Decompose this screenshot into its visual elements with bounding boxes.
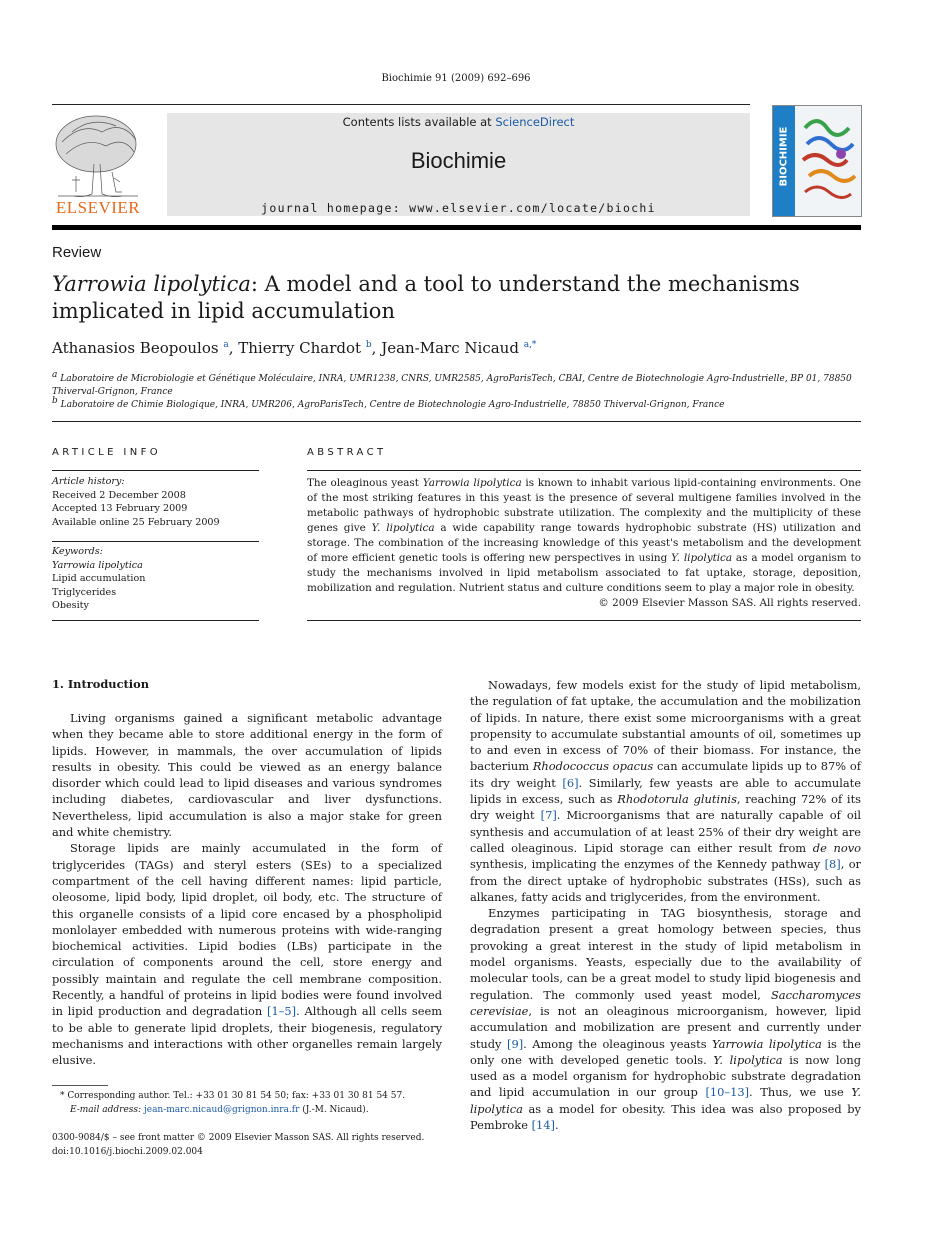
article-type: Review <box>52 244 102 261</box>
keywords-label: Keywords: <box>52 546 103 557</box>
species-name: Yarrowia lipolytica <box>712 1036 822 1051</box>
affiliation-marker: b <box>52 396 58 406</box>
author-name: Thierry Chardot <box>238 339 362 357</box>
section-heading-introduction: 1. Introduction <box>52 677 149 691</box>
reference-link[interactable]: [1–5] <box>267 1004 297 1019</box>
paragraph-segment: can accumulate lipids up to 87% of its dry weight <box>470 759 861 790</box>
abstract-copyright: © 2009 Elsevier Masson SAS. All rights reserved. <box>598 597 861 609</box>
corresponding-author-note <box>52 1089 460 1117</box>
issn-line: 0300-9084/$ – see front matter © 2009 Elsevier Masson SAS. All rights reserved. <box>52 1133 425 1143</box>
article-info-bottom-rule <box>52 620 259 621</box>
italic-term: de novo <box>812 840 861 855</box>
paragraph-segment: . Microorganisms that are naturally capable of oil synthesis and accumulation of at least 25% of their dry weight are called oleaginous. Lipid storage can either result from <box>470 808 861 855</box>
author-name: Athanasios Beopoulos <box>52 339 219 357</box>
abstract-segment: as a model organism to study the mechanisms involved in lipid metabolism associated to fat uptake, storage, deposition, mobilization and regulation. Nutrient status and culture conditions seem to play a major role in obesity. <box>307 552 862 594</box>
history-item: Accepted 13 February 2009 <box>52 503 188 514</box>
history-item: Received 2 December 2008 <box>52 489 186 501</box>
body-right-column <box>470 677 861 1133</box>
header-thick-rule <box>52 225 861 230</box>
author-affil-marker[interactable]: a <box>223 340 229 350</box>
corresponding-text: * Corresponding author. Tel.: +33 01 30 81 54 50; fax: +33 01 30 81 54 57. <box>60 1091 406 1101</box>
keywords <box>52 545 145 613</box>
email-suffix: (J.-M. Nicaud). <box>299 1105 369 1115</box>
species-name: Rhodotorula glutinis <box>617 792 737 807</box>
keyword-item: Obesity <box>52 600 89 611</box>
journal-homepage[interactable]: journal homepage: www.elsevier.com/locate/biochi <box>261 201 656 215</box>
author-affil-marker[interactable]: b <box>365 340 372 350</box>
title-part1: : A model and a tool to understand the mechanisms <box>250 272 800 296</box>
paragraph-segment: Enzymes participating in TAG biosynthesis, storage and degradation present a great homology between species, thus provoking a great interest in the study of lipid metabolism in model organisms. Yeasts, especially due to the availability of molecular tools, can be a great model to study lipid biogenesis and regulation. The commonly used yeast model, <box>470 906 861 1002</box>
paragraph-segment: . Although all cells seem to be able to generate lipid droplets, their biogenesis, regulatory mechanisms and interactions with other organelles remain largely elusive. <box>52 1004 442 1068</box>
title-rule <box>52 421 861 422</box>
cover-label: BIOCHIMIE <box>778 126 790 187</box>
body-left-column <box>52 710 442 1069</box>
email-link[interactable]: jean-marc.nicaud@grignon.inra.fr <box>143 1105 300 1115</box>
paragraph-segment: . Among the oleaginous yeasts <box>523 1036 713 1051</box>
keyword-item: Yarrowia lipolytica <box>52 559 143 571</box>
paragraph <box>52 840 442 1068</box>
author-name: Jean-Marc Nicaud <box>381 339 519 357</box>
journal-name: Biochimie <box>410 148 507 173</box>
paragraph-segment: is the only one with developed genetic tools. <box>470 1036 861 1067</box>
affiliation-text: Laboratoire de Microbiologie et Génétique Moléculaire, INRA, UMR1238, CNRS, UMR2585, AgroParisTech, CBAI, Centre de Biotechnologie Agro-Industrielle, BP 01, 78850 Thiverval-Grignon, France <box>52 374 852 397</box>
paragraph-segment: . Thus, we use <box>749 1085 852 1100</box>
paragraph-segment: . <box>554 1118 559 1133</box>
affiliation-text: Laboratoire de Chimie Biologique, INRA, UMR206, AgroParisTech, Centre de Biotechnologie Agro-Industrielle, 78850 Thiverval-Grignon, France <box>60 400 725 410</box>
species-name: Y. lipolytica <box>713 1052 783 1067</box>
affiliation <box>52 395 862 412</box>
paragraph-segment: , is not an oleaginous microorganism, however, lipid accumulation and mobilization are present and currently under study <box>470 1003 861 1051</box>
front-matter-footer <box>52 1132 424 1159</box>
paragraph <box>470 677 861 905</box>
header-rule <box>52 104 750 105</box>
protein-structure-image <box>797 114 859 212</box>
reference-link[interactable]: [8] <box>824 857 841 872</box>
species-name: Y. lipolytica <box>470 1085 861 1116</box>
abstract-italic: Y. lipolytica <box>371 522 435 534</box>
reference-link[interactable]: [9] <box>507 1036 524 1051</box>
title-part2: implicated in lipid accumulation <box>52 299 395 323</box>
affiliation-marker: a <box>52 370 58 380</box>
abstract-segment: is known to inhabit various lipid-containing environments. One of the most striking features in this yeast is the presence of several multigene families involved in the metabolic pathways of hydrophobic substrate utilization. The complexity and the multiplicity of these genes give <box>307 477 861 534</box>
title-organism: Yarrowia lipolytica <box>52 272 251 296</box>
abstract-bottom-rule <box>307 620 861 621</box>
history-label: Article history: <box>52 476 125 487</box>
abstract-segment: a wide capability range towards hydrophobic substrate (HS) utilization and storage. The combination of the increasing knowledge of this yeast's metabolism and the development of more efficient genetic tools is offering new perspectives in using <box>307 522 862 564</box>
keyword-item: Lipid accumulation <box>52 573 146 584</box>
abstract-italic: Y. lipolytica <box>671 552 733 564</box>
reference-link[interactable]: [10–13] <box>705 1085 750 1100</box>
email-label: E-mail address: <box>70 1105 144 1115</box>
paragraph-segment: Nowadays, few models exist for the study of lipid metabolism, the regulation of fat uptake, the accumulation and the mobilization of lipids. In nature, there exist some microorganisms with a great propensity to accumulate substantial amounts of oil, sometimes up to and even in excess of 70% of their biomass. For instance, the bacterium <box>470 678 861 774</box>
contents-prefix: Contents lists available at <box>342 115 496 129</box>
article-info-heading: ARTICLE INFO <box>52 447 162 458</box>
reference-link[interactable]: [7] <box>540 808 557 823</box>
species-name: Saccharomyces cerevisiae <box>470 987 861 1018</box>
article-history <box>52 475 220 529</box>
abstract-heading: ABSTRACT <box>307 447 387 458</box>
footnote-rule <box>52 1085 108 1086</box>
paragraph-segment: is now long used as a model organism for hydrophobic substrate degradation and lipid accumulation in our group <box>470 1052 861 1100</box>
keyword-item: Triglycerides <box>52 586 117 598</box>
article-title <box>52 271 862 325</box>
paragraph-segment: synthesis, implicating the enzymes of the Kennedy pathway <box>470 857 825 872</box>
author-list <box>52 339 536 357</box>
journal-banner <box>167 113 750 216</box>
abstract-italic: Yarrowia lipolytica <box>422 477 522 489</box>
article-info-rule <box>52 470 259 471</box>
journal-cover <box>772 105 862 217</box>
reference-link[interactable]: [14] <box>531 1118 555 1133</box>
author-separator: , <box>228 339 239 357</box>
paragraph-segment: Storage lipids are mainly accumulated in the form of triglycerides (TAGs) and steryl esters (SEs) to a specialized compartment of the cell having different names: lipid particle, oleosome, lipid body, lipid droplet, oil body, etc. The structure of this organelle consists of a lipid core encased by a phospholipid monlolayer embedded with numerous proteins with wide-ranging biochemical activities. Lipid bodies (LBs) participate in the circulation of components around the cell, store energy and possibly maintain and regulate the cell membrane composition. Recently, a handful of proteins in lipid bodies were found involved in lipid production and degradation <box>52 841 442 1019</box>
reference-link[interactable]: [6] <box>562 775 579 790</box>
journal-citation: Biochimie 91 (2009) 692–696 <box>381 73 531 84</box>
paragraph-segment: as a model for obesity. This idea was also proposed by Pembroke <box>470 1101 861 1133</box>
author-separator: , <box>371 339 382 357</box>
contents-line <box>167 115 750 129</box>
paragraph: Living organisms gained a significant metabolic advantage when they became able to store additional energy in the form of lipids. However, in mammals, the over accumulation of lipids results in obesity. This could be viewed as an energy balance disorder which could lead to lipid diseases and various syndromes including diabetes, cardiovascular and liver dysfunctions. Nevertheless, lipid accumulation is also a major stake for green and white chemistry. <box>52 711 442 840</box>
abstract-segment: The oleaginous yeast <box>307 477 423 489</box>
paragraph-segment: , reaching 72% of its dry weight <box>470 792 861 823</box>
paragraph-segment: , or from the direct uptake of hydrophobic substrates (HSs), such as alkanes, fatty acids and triglycerides, from the environment. <box>470 857 861 904</box>
sciencedirect-link[interactable]: ScienceDirect <box>495 115 575 129</box>
author-affil-marker[interactable]: a,* <box>523 340 537 350</box>
paragraph-segment: . Similarly, few yeasts are able to accumulate lipids in excess, such as <box>470 775 861 807</box>
history-item: Available online 25 February 2009 <box>52 516 220 528</box>
abstract-text <box>307 476 861 611</box>
abstract-rule <box>307 470 861 471</box>
doi-line: doi:10.1016/j.biochi.2009.02.004 <box>52 1146 203 1157</box>
paragraph <box>470 905 861 1133</box>
keywords-rule <box>52 541 259 542</box>
publisher-name: ELSEVIER <box>55 198 141 217</box>
species-name: Rhodococcus opacus <box>532 759 654 774</box>
